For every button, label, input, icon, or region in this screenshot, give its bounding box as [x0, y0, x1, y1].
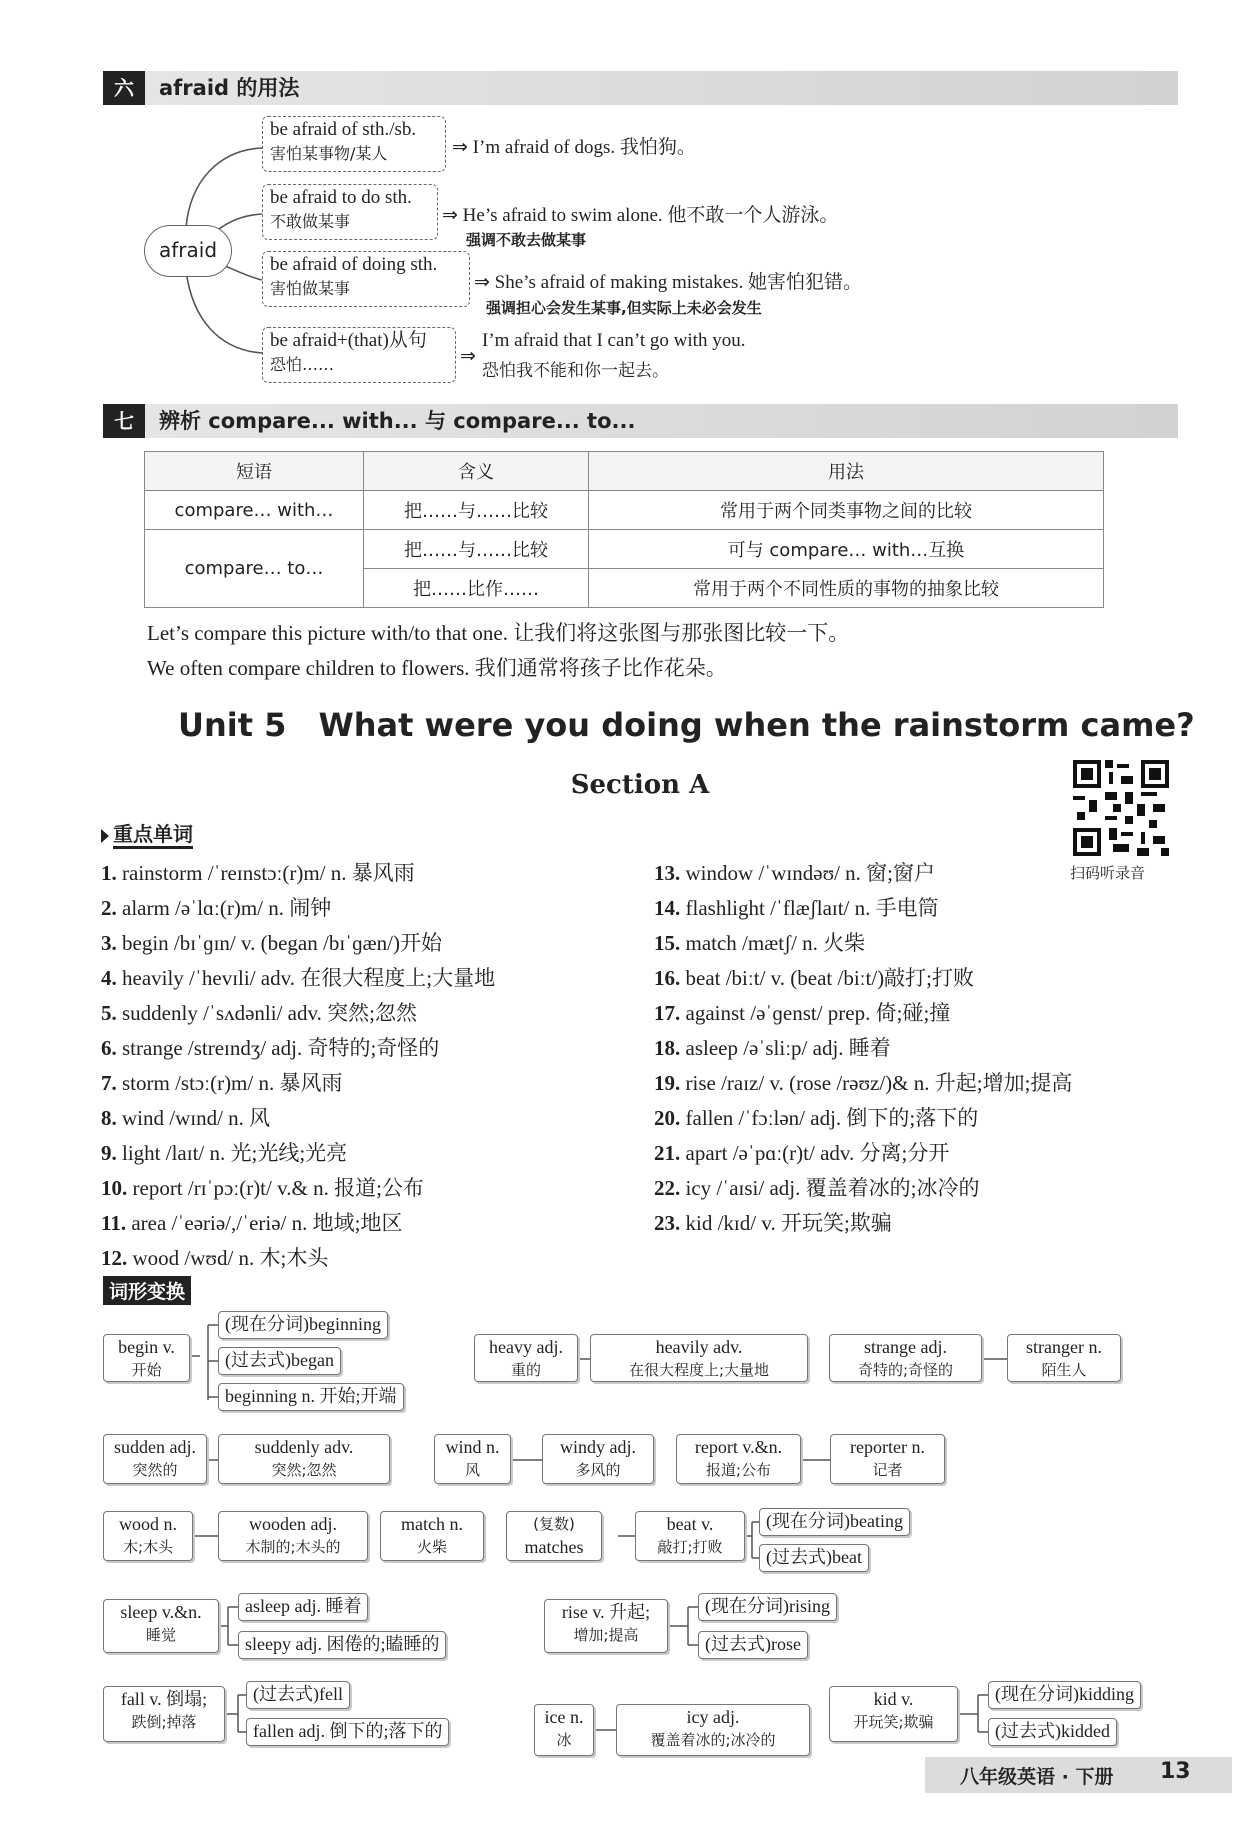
wf-sleepy: sleepy adj. 困倦的;瞌睡的: [238, 1631, 446, 1659]
qr-caption: 扫码听录音: [1070, 864, 1146, 882]
wf-match: match n. 火柴: [380, 1511, 484, 1561]
item-meaning: 不敢做某事: [270, 212, 351, 231]
vocab-item: 10. report /rɪˈpɔː(r)t/ v.& n. 报道;公布: [101, 1176, 424, 1200]
vocab-item: 11. area /ˈeəriə/,/ˈeriə/ n. 地域;地区: [101, 1211, 403, 1235]
wf-matches: (复数) matches: [506, 1511, 602, 1561]
item-phrase: be afraid+(that)从句: [270, 330, 427, 351]
example-sentence: Let’s compare this picture with/to that one. 让我们将这张图与那张图比较一下。: [147, 621, 850, 645]
mindmap-item-1: [262, 116, 446, 172]
item-note: 强调担心会发生某事,但实际上未必会发生: [486, 299, 762, 317]
vocab-item: 20. fallen /ˈfɔːlən/ adj. 倒下的;落下的: [654, 1106, 979, 1130]
wf-heavy: heavy adj. 重的: [474, 1334, 578, 1382]
table-cell: 把……比作……: [364, 569, 589, 608]
section-7-header: [103, 404, 1178, 438]
mindmap-item-3: [262, 251, 470, 307]
vocab-item: 15. match /mætʃ/ n. 火柴: [654, 931, 866, 955]
unit-title: Unit 5 What were you doing when the rainstorm came?: [178, 706, 1195, 744]
vocab-item: 21. apart /əˈpɑː(r)t/ adv. 分离;分开: [654, 1141, 950, 1165]
example-sentence: We often compare children to flowers. 我们通常将孩子比作花朵。: [147, 656, 727, 680]
wordform-heading: 词形变换: [103, 1276, 191, 1305]
item-note: 强调不敢去做某事: [466, 231, 587, 249]
table-cell: 常用于两个不同性质的事物的抽象比较: [589, 569, 1104, 608]
wf-beat-past: (过去式)beat: [759, 1544, 869, 1572]
table-header: 含义: [364, 452, 589, 491]
mindmap-item-4: [262, 327, 456, 383]
wf-icy: icy adj. 覆盖着冰的;冰冷的: [616, 1704, 810, 1756]
section-6-header: [103, 71, 1178, 105]
wf-rising: (现在分词)rising: [698, 1593, 837, 1621]
vocab-item: 17. against /əˈɡenst/ prep. 倚;碰;撞: [654, 1001, 951, 1025]
wf-fall: fall v. 倒塌; 跌倒;掉落: [103, 1686, 225, 1742]
wf-asleep: asleep adj. 睡着: [238, 1593, 368, 1621]
item-example: I’m afraid that I can’t go with you.: [482, 330, 746, 351]
item-example: ⇒ I’m afraid of dogs. 我怕狗。: [452, 137, 696, 158]
section-badge: 六: [103, 71, 145, 105]
wf-begin: begin v. 开始: [103, 1334, 190, 1382]
item-meaning: 害怕做某事: [270, 279, 351, 298]
wf-report: report v.&n. 报道;公布: [676, 1434, 801, 1484]
section-a-title: Section A: [570, 770, 710, 800]
section-badge: 七: [103, 404, 145, 438]
wf-beat: beat v. 敲打;打败: [635, 1511, 745, 1561]
vocab-item: 8. wind /wɪnd/ n. 风: [101, 1106, 271, 1130]
vocab-item: 12. wood /wʊd/ n. 木;木头: [101, 1246, 329, 1270]
vocab-item: 22. icy /ˈaɪsi/ adj. 覆盖着冰的;冰冷的: [654, 1176, 980, 1200]
vocab-item: 18. asleep /əˈsliːp/ adj. 睡着: [654, 1036, 891, 1060]
compare-table: [144, 451, 1104, 608]
wf-beginning-noun: beginning n. 开始;开端: [218, 1383, 404, 1411]
wf-beginning-participle: (现在分词)beginning: [218, 1311, 388, 1339]
wf-wind: wind n. 风: [434, 1434, 511, 1484]
vocab-item: 16. beat /biːt/ v. (beat /biːt/)敲打;打败: [654, 966, 975, 990]
wf-beating: (现在分词)beating: [759, 1508, 910, 1536]
item-meaning: 害怕某事物/某人: [270, 144, 388, 163]
section-title: afraid 的用法: [159, 76, 300, 100]
table-header-row: [145, 452, 1104, 491]
wf-ice: ice n. 冰: [534, 1704, 594, 1756]
table-cell: compare… to…: [145, 530, 364, 608]
wf-wooden: wooden adj. 木制的;木头的: [218, 1511, 368, 1561]
table-row: [145, 530, 1104, 569]
wf-sudden: sudden adj. 突然的: [103, 1434, 207, 1484]
table-header: 用法: [589, 452, 1104, 491]
wf-rose: (过去式)rose: [698, 1631, 808, 1659]
item-phrase: be afraid of sth./sb.: [270, 119, 417, 140]
section-title: 辨析 compare... with... 与 compare... to...: [159, 409, 636, 433]
page-number: 13: [1160, 1759, 1191, 1784]
vocab-item: 9. light /laɪt/ n. 光;光线;光亮: [101, 1141, 348, 1165]
wf-fallen: fallen adj. 倒下的;落下的: [246, 1718, 449, 1746]
vocab-item: 19. rise /raɪz/ v. (rose /rəʊz/)& n. 升起;增加;提高: [654, 1071, 1073, 1095]
vocab-item: 14. flashlight /ˈflæʃlaɪt/ n. 手电筒: [654, 896, 939, 920]
mindmap-item-2: [262, 184, 438, 240]
table-header: 短语: [145, 452, 364, 491]
vocab-item: 6. strange /streɪndʒ/ adj. 奇特的;奇怪的: [101, 1036, 440, 1060]
wf-kidding: (现在分词)kidding: [988, 1681, 1141, 1709]
wf-reporter: reporter n. 记者: [830, 1434, 945, 1484]
vocab-item: 7. storm /stɔː(r)m/ n. 暴风雨: [101, 1071, 343, 1095]
table-cell: 可与 compare… with…互换: [589, 530, 1104, 569]
wf-sleep: sleep v.&n. 睡觉: [103, 1599, 219, 1653]
wf-wood: wood n. 木;木头: [103, 1511, 193, 1561]
wf-kidded: (过去式)kidded: [988, 1718, 1117, 1746]
footer-book-title: 八年级英语 · 下册: [960, 1766, 1114, 1788]
wf-fell: (过去式)fell: [246, 1681, 350, 1709]
item-example: ⇒ He’s afraid to swim alone. 他不敢一个人游泳。: [442, 205, 839, 226]
table-row: [145, 491, 1104, 530]
vocab-item: 1. rainstorm /ˈreɪnstɔː(r)m/ n. 暴风雨: [101, 861, 415, 885]
item-arrow: ⇒: [460, 346, 476, 367]
wf-kid: kid v. 开玩笑;欺骗: [829, 1686, 958, 1742]
mindmap-center-afraid: afraid: [144, 225, 232, 277]
table-cell: 常用于两个同类事物之间的比较: [589, 491, 1104, 530]
item-meaning: 恐怕……: [270, 355, 335, 374]
wf-windy: windy adj. 多风的: [542, 1434, 654, 1484]
vocab-item: 5. suddenly /ˈsʌdənli/ adv. 突然;忽然: [101, 1001, 417, 1025]
wf-suddenly: suddenly adv. 突然;忽然: [218, 1434, 390, 1484]
triangle-icon: [101, 829, 109, 843]
vocab-item: 13. window /ˈwɪndəʊ/ n. 窗;窗户: [654, 861, 936, 885]
item-example: ⇒ She’s afraid of making mistakes. 她害怕犯错。: [474, 272, 862, 293]
vocab-item: 4. heavily /ˈhevɪli/ adv. 在很大程度上;大量地: [101, 966, 496, 990]
table-cell: compare… with…: [145, 491, 364, 530]
wf-stranger: stranger n. 陌生人: [1007, 1334, 1121, 1382]
item-phrase: be afraid to do sth.: [270, 187, 412, 208]
table-cell: 把……与……比较: [364, 491, 589, 530]
item-phrase: be afraid of doing sth.: [270, 254, 438, 275]
qr-code-icon[interactable]: [1073, 760, 1169, 856]
table-cell: 把……与……比较: [364, 530, 589, 569]
wf-rise: rise v. 升起; 增加;提高: [544, 1599, 668, 1653]
wf-heavily: heavily adv. 在很大程度上;大量地: [590, 1334, 808, 1382]
item-example-translation: 恐怕我不能和你一起去。: [482, 361, 669, 381]
vocab-item: 3. begin /bɪˈɡɪn/ v. (began /bɪˈɡæn/)开始: [101, 931, 443, 955]
wf-began: (过去式)began: [218, 1347, 341, 1375]
vocab-item: 23. kid /kɪd/ v. 开玩笑;欺骗: [654, 1211, 892, 1235]
vocab-item: 2. alarm /əˈlɑː(r)m/ n. 闹钟: [101, 896, 332, 920]
wf-strange: strange adj. 奇特的;奇怪的: [829, 1334, 982, 1382]
vocab-heading: 重点单词: [101, 818, 193, 847]
